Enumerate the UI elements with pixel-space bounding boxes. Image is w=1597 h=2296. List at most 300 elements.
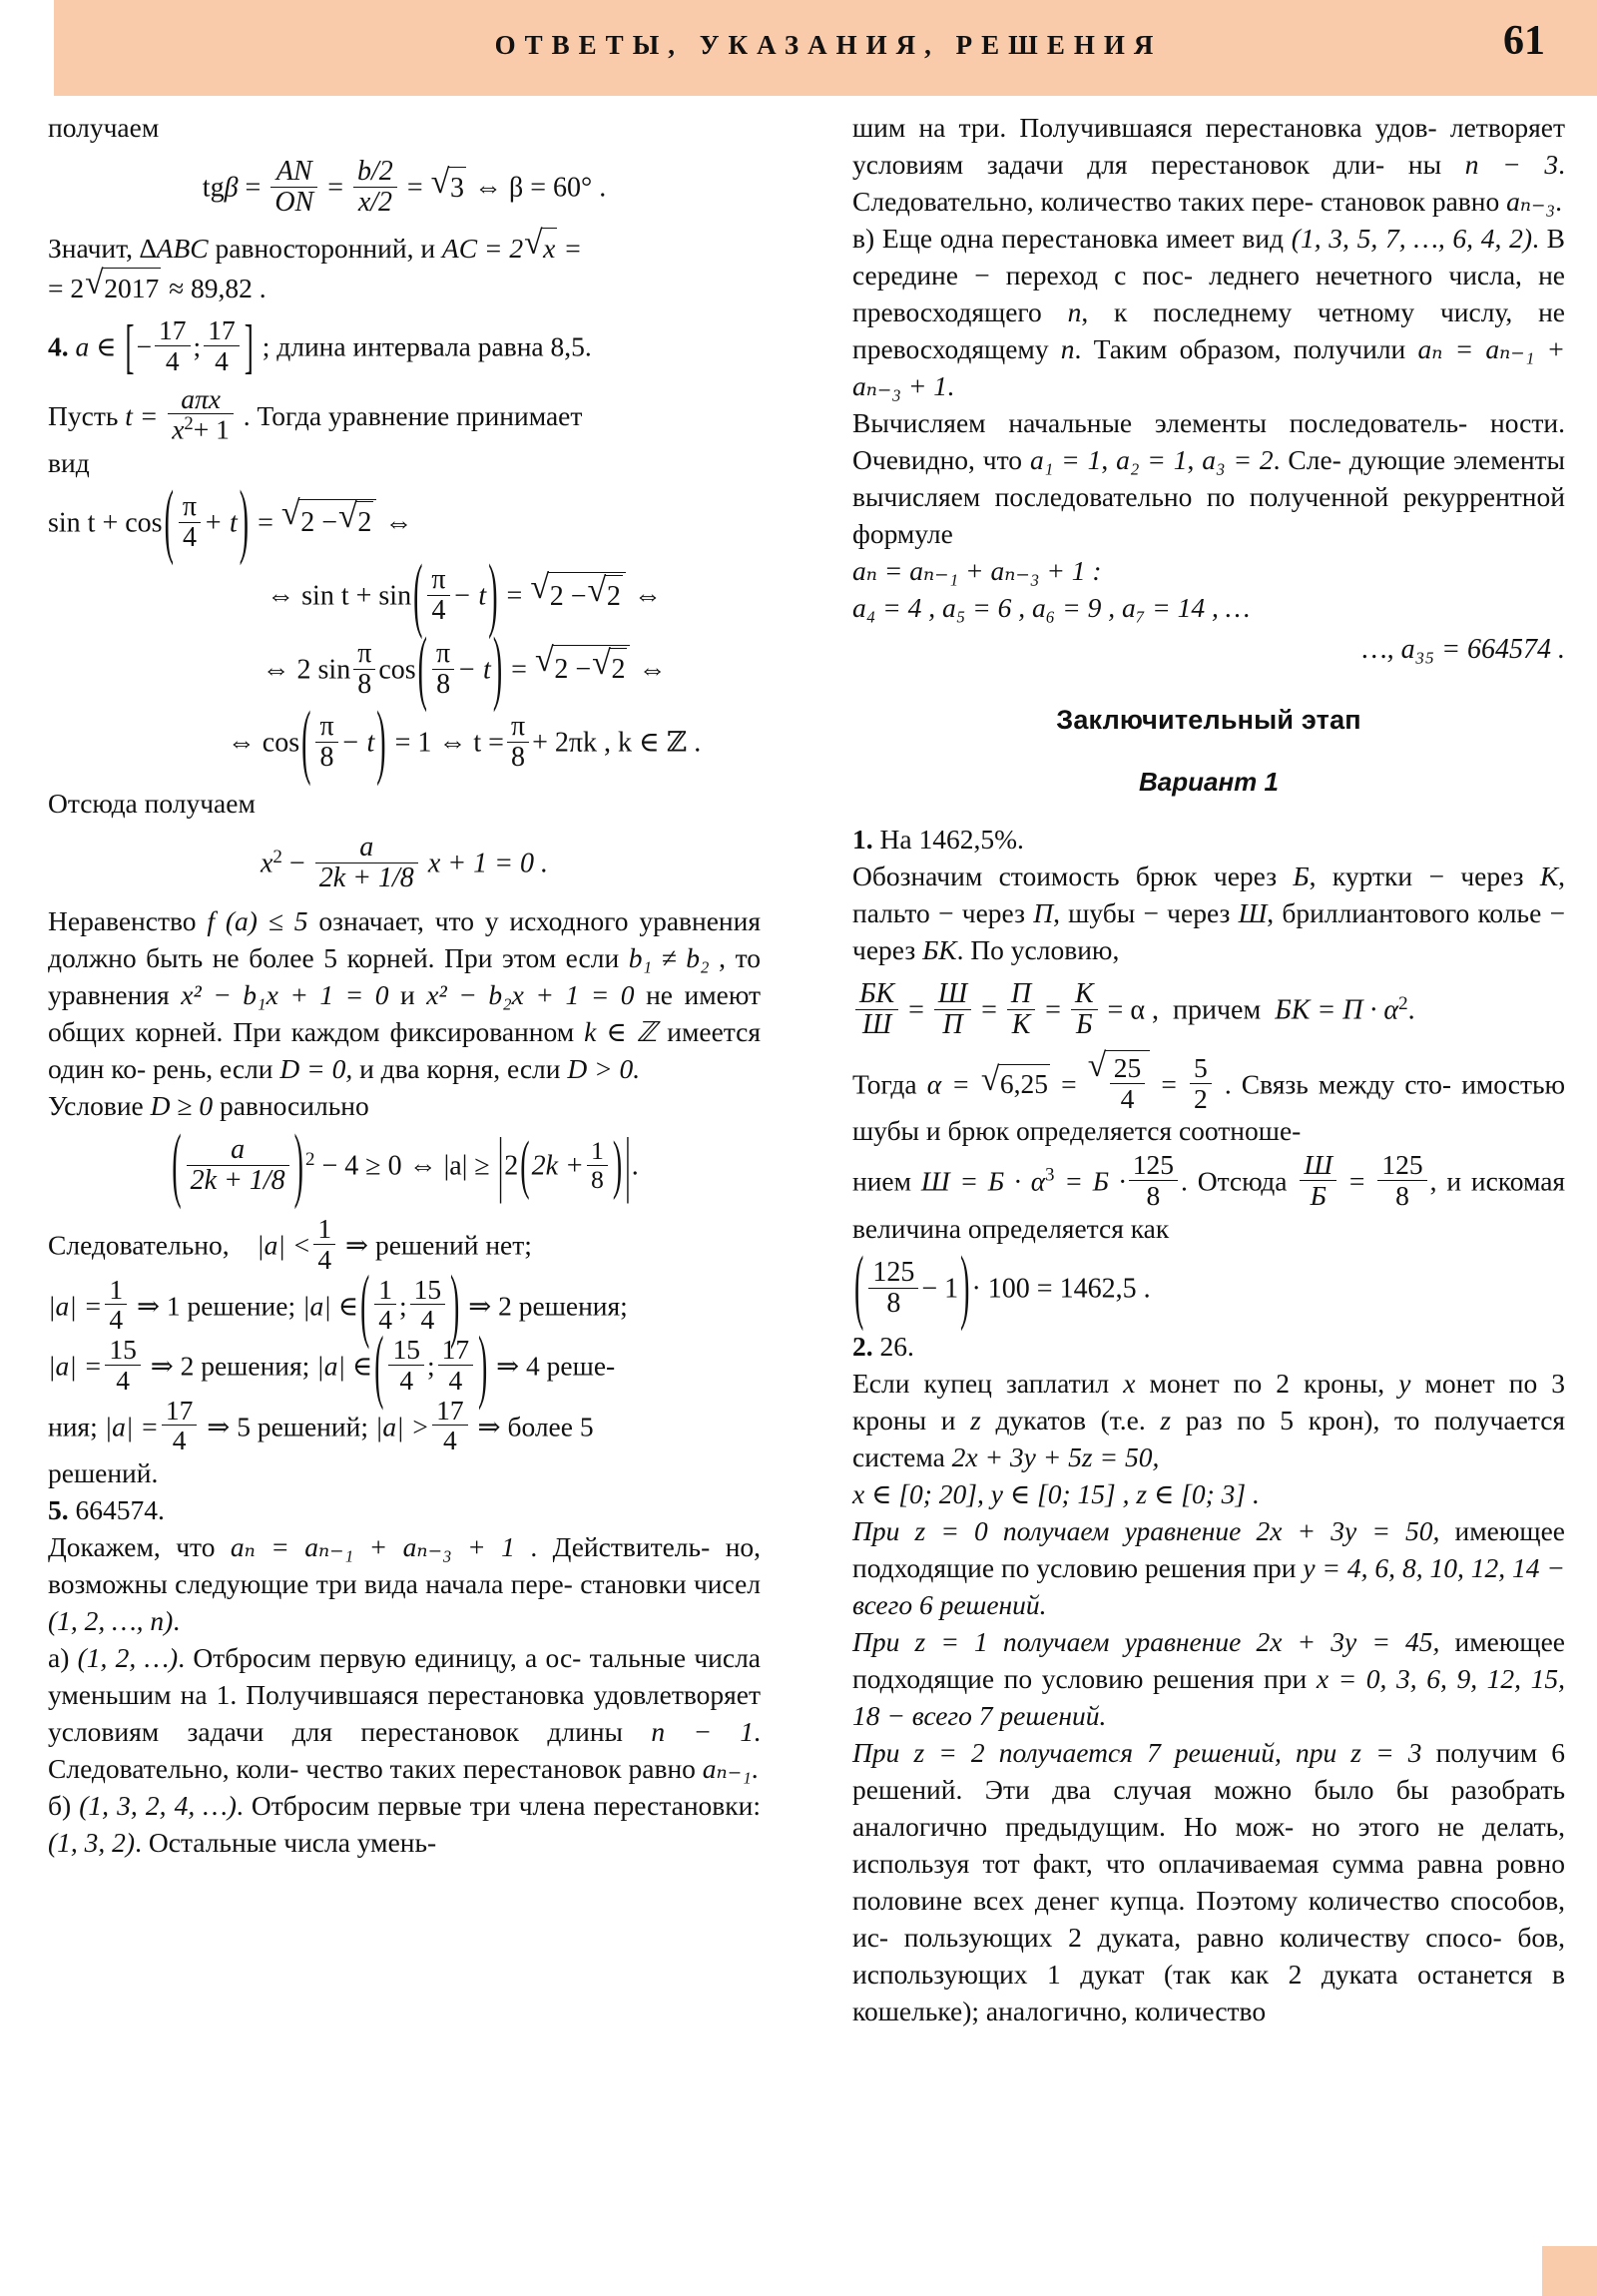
text-i: и xyxy=(400,979,415,1011)
text-svyaz: . Связь между сто- xyxy=(1224,1068,1452,1100)
a2-value: a₂ = 1 xyxy=(1116,443,1188,475)
tuple-1-3-2: (1, 3, 2) xyxy=(48,1826,136,1858)
case-label-v: в) xyxy=(852,222,875,254)
text-razobrat: бы разобрать аналогично предыдущим. Но мож- xyxy=(852,1774,1566,1843)
symbol-b: Б xyxy=(1293,860,1310,891)
sqrt-outer-3 xyxy=(534,642,631,689)
symbol-p: П xyxy=(1033,896,1054,928)
permutation-tuple: (1, 2, …, n) xyxy=(48,1604,174,1636)
radicand: 2017 xyxy=(102,268,161,307)
numerator: aπx xyxy=(181,382,221,414)
equals: = xyxy=(511,654,527,686)
paragraph-notation xyxy=(852,859,1565,969)
equals-sign-2: = xyxy=(327,172,344,204)
text-oznachaet: означает, что у исходного xyxy=(318,905,629,937)
text-stanovki-chisel: становки чисел xyxy=(580,1567,761,1599)
recurrence-formula: aₙ = aₙ₋₁ + aₙ₋₃ + 1 xyxy=(852,332,1566,401)
iff: ⇔ xyxy=(633,580,662,612)
recurrence-formula: aₙ = aₙ₋₁ + aₙ₋₃ + 1 xyxy=(230,1530,515,1562)
sqrt-outer-1 xyxy=(280,495,377,543)
fraction-sh-p xyxy=(934,979,971,1040)
paren-close: ) xyxy=(960,1241,970,1335)
radical-icon: √ xyxy=(430,163,450,201)
text-uslovie: Условие xyxy=(48,1089,144,1121)
paragraph-znachit xyxy=(48,225,761,268)
numerator: 125 xyxy=(1132,1149,1174,1181)
numerator: 1 xyxy=(109,1273,124,1305)
text-sistema: крон), то получается система xyxy=(852,1405,1566,1473)
variable-ranges: x ∈ [0; 20], y ∈ [0; 15] , z ∈ [0; 3] . xyxy=(852,1478,1260,1510)
numerator: 17 xyxy=(441,1334,470,1366)
fraction-15-4-b xyxy=(105,1335,141,1395)
paren-open: ( xyxy=(854,1241,864,1335)
radical-icon: √ xyxy=(534,642,554,680)
equation-quadratic xyxy=(48,833,761,893)
bk-relation: БК = П · α xyxy=(1275,994,1399,1026)
text-udovletvoryaet: перестановка удовлетворяет условиям задачи для xyxy=(48,1678,762,1747)
text-sledovatelno: . Следовательно, коли- xyxy=(48,1715,762,1784)
t-equals: t = xyxy=(125,399,159,431)
bracket-close: ] xyxy=(244,310,254,380)
denominator: x/2 xyxy=(353,187,397,218)
denominator xyxy=(168,413,234,444)
result-five-solutions: ⇒ 5 решений; xyxy=(207,1410,368,1441)
iff-symbol: ⇔ xyxy=(473,172,502,204)
fraction-5-2 xyxy=(1190,1053,1212,1113)
x-symbol: x xyxy=(172,414,185,446)
paren-open: ( xyxy=(413,549,423,643)
paren-close: ) xyxy=(478,1317,488,1411)
exponent: 2 xyxy=(1398,992,1408,1014)
alpha-equals: = α , xyxy=(1107,994,1159,1026)
text-polzuyushchikh-2: пользующих 2 дуката, равно количеству спосо- xyxy=(903,1921,1502,1953)
period: . xyxy=(173,1604,181,1636)
symbol-k: К xyxy=(1539,860,1559,891)
abs-a-equals-15-4: |a| = xyxy=(48,1350,103,1382)
denominator: 4 xyxy=(438,1365,474,1396)
n-minus-1: n − 1 xyxy=(651,1715,755,1747)
problem-number: 2. xyxy=(852,1331,873,1363)
numerator: 15 xyxy=(109,1334,137,1366)
triangle-abc: ∆ABC xyxy=(139,233,209,265)
fraction-125-8 xyxy=(1129,1150,1178,1210)
text-eshe-odna: Еще одна перестановка имеет вид xyxy=(881,222,1285,254)
denominator: 4 xyxy=(313,1244,335,1275)
equation-trig-line4 xyxy=(48,696,761,790)
fraction-15-4-c xyxy=(388,1335,424,1395)
fraction-apix-over-x2plus1 xyxy=(168,384,234,445)
fraction-pi-8-a xyxy=(353,639,375,700)
paragraph-case-z1 xyxy=(852,1624,1565,1735)
problem-1 xyxy=(852,822,1565,859)
text-oboznachim: Обозначим стоимость брюк через xyxy=(852,860,1278,891)
period: . xyxy=(1074,332,1082,364)
result-two-solutions: ⇒ 2 решения; xyxy=(468,1290,628,1322)
x-symbol: x xyxy=(260,848,273,879)
n-minus-3: n − 3 xyxy=(1464,148,1559,180)
lhs: ⇔ 2 sin xyxy=(262,654,351,686)
equation-discriminant xyxy=(48,1118,761,1212)
denominator: 8 xyxy=(587,1165,608,1194)
comma: , xyxy=(1429,1165,1437,1197)
text-stanovok-ravno: становок равно xyxy=(1320,185,1500,217)
fraction-pi-8-c xyxy=(315,712,337,773)
numerator: 5 xyxy=(1193,1052,1208,1084)
denominator: Б xyxy=(1071,1009,1098,1040)
denominator: 8 xyxy=(507,742,529,773)
denominator: П xyxy=(934,1009,971,1040)
text-shim-na-tri: шим на три. Получившаяся перестановка удов- xyxy=(852,112,1437,143)
text-ostanetsya: останется в кошельке); аналогично, количество xyxy=(852,1958,1565,2026)
text-raz-po-5: раз по 5 xyxy=(1185,1405,1295,1436)
page-body xyxy=(0,110,1597,2286)
fraction-pi-4 xyxy=(179,492,201,553)
result-one-solution: ⇒ 1 решение; xyxy=(136,1290,296,1322)
radicand: 3 xyxy=(448,167,466,208)
tg-label: tg xyxy=(202,172,225,204)
paragraph-poluchaem: получаем xyxy=(48,112,160,143)
numerator: П xyxy=(1010,977,1032,1009)
text-neravenstvo: Неравенство xyxy=(48,905,197,937)
iff: ⇔ xyxy=(638,654,667,686)
radicand: x xyxy=(541,228,557,268)
paren-close-inner: ) xyxy=(612,1129,623,1203)
text-dva-kornya: и два корня, если xyxy=(359,1052,561,1084)
paragraph-ranges xyxy=(852,1476,1565,1513)
approx-value: ≈ 89,82 . xyxy=(169,273,266,304)
sequence-values xyxy=(852,590,1565,627)
plus-t: + t xyxy=(204,507,238,539)
denominator: 4 xyxy=(204,345,240,376)
minus-one: − 1 xyxy=(921,1273,959,1305)
text-vychislyaem: Вычисляем начальные элементы последователь- xyxy=(852,406,1468,438)
period: . xyxy=(751,1752,759,1784)
symbol-sh: Ш xyxy=(1238,896,1268,928)
exponent: 2 xyxy=(184,413,194,435)
text-umenshim: тальные числа уменьшим на 1. Получившаяся xyxy=(48,1641,761,1710)
problem-answer: 26. xyxy=(879,1331,914,1363)
paren-open: ( xyxy=(301,696,311,790)
text-brilliantovogo: бриллиантового колье − через xyxy=(852,896,1566,965)
denominator: 4 xyxy=(155,345,191,376)
sqrt-x xyxy=(524,225,557,268)
text-dukatov: дукатов (т.е. xyxy=(995,1405,1146,1436)
problem-answer: На 1462,5%. xyxy=(879,823,1024,855)
exponent: 2 xyxy=(272,846,282,867)
sequence-last-value xyxy=(852,631,1565,669)
text-znachit: Значит, xyxy=(48,233,133,265)
equation-final-percent xyxy=(852,1241,1565,1335)
text-iskomaya: и искомая величина определяется как xyxy=(852,1165,1566,1244)
paragraph-dokazhem xyxy=(48,1529,761,1640)
denominator: 2k + 1/8 xyxy=(187,1165,289,1196)
text-otbrosim: . Отбросим первую единицу, а ос- xyxy=(178,1641,582,1673)
numerator: π xyxy=(431,564,446,596)
tuple-odd-even: (1, 3, 5, 7, …, 6, 4, 2) xyxy=(1291,222,1533,254)
paragraph-case-a xyxy=(48,1640,761,1788)
numerator: 125 xyxy=(1381,1149,1423,1181)
problem-number: 5. xyxy=(48,1493,69,1525)
result-value: · 100 = 1462,5 . xyxy=(971,1273,1151,1305)
paragraph-otsyuda: Отсюда получаем xyxy=(48,787,256,819)
beta-symbol: β xyxy=(224,172,239,204)
fraction-15-4 xyxy=(410,1275,446,1335)
denominator: К xyxy=(1007,1009,1035,1040)
problem-5 xyxy=(48,1492,761,1529)
result-two-solutions-b: ⇒ 2 решения; xyxy=(150,1350,310,1382)
denominator: 4 xyxy=(105,1365,141,1396)
equals-trailing: = xyxy=(565,233,581,265)
numerator: AN xyxy=(275,155,312,187)
text-kazhdom: каждом фиксированном xyxy=(290,1016,575,1047)
fraction-pi-8-b xyxy=(432,639,454,700)
d-greater-zero: D > 0. xyxy=(567,1052,641,1084)
two-coefficient: = 2 xyxy=(48,273,85,304)
numerator: Ш xyxy=(937,977,968,1009)
paragraph-sh-relation xyxy=(852,1150,1565,1247)
case-z2-z3: При z = 2 получается 7 решений, при z = 3 xyxy=(852,1737,1422,1769)
text-lednego: леднего нечетного числа, не превосходящего xyxy=(852,259,1565,327)
numerator: 25 xyxy=(1113,1052,1142,1084)
a-n-minus-3: aₙ₋₃ xyxy=(1506,185,1556,217)
text-ostalnye: . Остальные числа умень- xyxy=(135,1826,437,1858)
numerator: π xyxy=(357,637,372,669)
radicand: 2 xyxy=(355,501,373,542)
paragraph-ac-value xyxy=(48,265,761,307)
text-perestanovki: перестановки: xyxy=(593,1789,762,1821)
text-cherez: через xyxy=(1460,860,1524,891)
text-niya: ния; xyxy=(48,1410,98,1441)
a3-value: a₃ = 2 xyxy=(1202,443,1274,475)
cases-line-4 xyxy=(48,1396,761,1455)
text-no-common-roots: не имеют общих корней. При xyxy=(48,979,762,1047)
fraction-125-8-b xyxy=(1377,1150,1426,1210)
abs-a-in-b: |a| ∈ xyxy=(316,1350,373,1382)
text-imeyushchee-2: имеющее подходящие по условию решения при xyxy=(852,1626,1566,1695)
text-etom-esli: этом если xyxy=(502,942,620,974)
denominator: 4 xyxy=(410,1304,446,1335)
paragraph-alpha-value xyxy=(852,1047,1566,1150)
lhs: ⇔ sin t + sin xyxy=(266,580,412,612)
paragraph-merchant xyxy=(852,1366,1565,1476)
text-oplachivaemaya: оплачиваемая сумма равна ровно половине всех xyxy=(852,1848,1565,1916)
radical-icon: √ xyxy=(592,645,611,683)
left-column xyxy=(48,110,761,1862)
sqrt-625 xyxy=(980,1060,1050,1104)
paragraph-continuation xyxy=(852,110,1565,221)
equation-b2: x² − b₂x + 1 = 0 xyxy=(426,979,635,1011)
text-deystvitelno: . Действитель- xyxy=(530,1530,711,1562)
periodicity-term: + 2πk , k ∈ ℤ . xyxy=(532,727,702,759)
case-label-b: б) xyxy=(48,1789,72,1821)
equals: = xyxy=(1348,1165,1365,1197)
system-equation: 2x + 3y + 5z = 50, xyxy=(951,1441,1160,1473)
text-monet-2: монет по 2 кроны, xyxy=(1149,1368,1385,1400)
equals-b-times: = Б · xyxy=(1064,1165,1126,1197)
text-poslednemu: последнему четному числу, не превосходящему xyxy=(852,295,1566,364)
denominator: 8 xyxy=(315,742,337,773)
a-belongs: a ∈ xyxy=(75,330,117,362)
text-ne-bolee-5: уравнения должно быть не более 5 корней. При xyxy=(48,905,762,974)
denominator: 4 xyxy=(427,595,449,626)
text-deneg-kuptsa: денег купца. Поэтому количество способов, ис- xyxy=(852,1885,1565,1953)
sh-equals: Ш = Б · α xyxy=(920,1165,1046,1197)
denominator: 4 xyxy=(432,1425,468,1455)
paren-close: ) xyxy=(376,696,386,790)
lhs: sin t + cos xyxy=(48,507,163,539)
denominator: 8 xyxy=(1377,1180,1426,1211)
abs-a-greater: |a| > xyxy=(374,1410,430,1441)
fraction-sh-b xyxy=(1300,1150,1336,1210)
fraction-bk-sh xyxy=(855,979,898,1040)
radicand xyxy=(298,499,376,543)
denominator: 4 xyxy=(179,522,201,553)
two-minus: 2 − xyxy=(554,654,592,686)
radicand: 2 xyxy=(605,575,623,616)
n-symbol: n xyxy=(1067,295,1082,327)
sqrt-inner-1 xyxy=(338,498,373,542)
recurrence-display xyxy=(852,553,1565,590)
sqrt-2017 xyxy=(85,265,161,307)
middle-relation: − 4 ≥ 0 ⇔ |a| ≥ xyxy=(321,1150,490,1182)
text-bov-1-dukat: бов, использующих 1 дукат (так как 2 дуката xyxy=(852,1921,1565,1990)
minus-sign: − xyxy=(288,848,305,879)
numerator: π xyxy=(319,711,334,743)
numerator: 17 xyxy=(208,314,236,346)
beta-result: β = 60° . xyxy=(508,172,607,204)
cases-line-2: |a| = $\frac{1}{4}$ ⇒ 1 решение; |a| ∈( $\frac{1}{4}$ ; $\frac{15}{4}$ ) ⇒ 2 решения; xyxy=(48,1275,761,1335)
numerator: 125 xyxy=(872,1256,915,1288)
numerator: a xyxy=(359,831,374,862)
sqrt-inner-2 xyxy=(587,571,623,616)
fraction-k-b xyxy=(1071,979,1098,1040)
cases-line-3: |a| = $\frac{15}{4}$ ⇒ 2 решения; |a| ∈( $\frac{15}{4}$ ; $\frac{17}{4}$ ) ⇒ 4 реше- xyxy=(48,1335,761,1395)
text-esli-kupets: Если купец заплатил xyxy=(852,1368,1110,1400)
cos-label: cos xyxy=(378,654,416,686)
numerator: К xyxy=(1074,977,1094,1009)
problem-4: 4. a ∈ [− $\frac{17}{4}$ ; $\frac{17}{4}$ ] ; длина интервала равна 8,5. xyxy=(48,315,761,375)
text-kurtki: , куртки − xyxy=(1309,860,1444,891)
abs-a-less: |a| < xyxy=(257,1229,311,1261)
text-chestvo-ravno: чество таких перестановок равно xyxy=(305,1752,696,1784)
abs-a-equals: |a| = xyxy=(48,1290,103,1322)
numerator: 15 xyxy=(392,1334,420,1366)
corner-decoration xyxy=(1542,2246,1597,2296)
text-ochevidno: ности. Очевидно, что xyxy=(852,406,1565,475)
paragraph-initial-elements: Вычисляем начальные элементы последователь- ности. Очевидно, что a₁ = 1, a₂ = 1, a₃ = 2. Сле- дующие элементы вычисляем последовательно по полученной рекуррентной формуле xyxy=(852,406,1566,549)
denominator: 8 xyxy=(353,669,375,700)
equation-trig-line1 xyxy=(48,475,761,569)
numerator: 17 xyxy=(165,1394,194,1426)
text-togda: Тогда xyxy=(852,1068,917,1100)
problem-number: 4. xyxy=(48,330,69,362)
numerator: 15 xyxy=(413,1273,442,1305)
result-no-solutions: ⇒ решений нет; xyxy=(345,1229,532,1261)
numerator: π xyxy=(510,711,526,743)
denominator: 4 xyxy=(1110,1083,1146,1114)
text-ren-esli: рень, если xyxy=(153,1052,273,1084)
right-column xyxy=(852,110,1565,2030)
paren-close: ) xyxy=(488,549,498,643)
denominator: Б xyxy=(1300,1180,1336,1211)
fraction-17-4-pos xyxy=(204,315,240,375)
fraction-b2-over-x2 xyxy=(353,157,397,218)
fraction-125-8-c xyxy=(868,1258,918,1319)
text-niem: нием xyxy=(852,1165,912,1197)
text-sle: . Сле- xyxy=(1273,443,1341,475)
heading-final-stage: Заключительный этап xyxy=(1056,705,1361,736)
sqrt-inner-3 xyxy=(592,645,627,689)
numerator: π xyxy=(436,637,451,669)
n-symbol-2: n xyxy=(1060,332,1075,364)
case-z0-solutions: y = 4, 6, 8, 10, 12, 14 − всего 6 решений. xyxy=(852,1552,1565,1621)
period: . xyxy=(1555,185,1562,217)
case-label-a: а) xyxy=(48,1641,70,1673)
equation-b1: x² − b₁x + 1 = 0 xyxy=(181,979,389,1011)
tuple-1-3-2-4: (1, 3, 2, 4, …) xyxy=(79,1789,237,1821)
fraction-17-4-d xyxy=(432,1396,468,1455)
fraction-1-4-b xyxy=(105,1275,127,1335)
denominator: 8 xyxy=(868,1288,918,1319)
alpha-equals: α = xyxy=(926,1068,970,1100)
fraction-pi-4 xyxy=(427,565,449,626)
problem-number: 1. xyxy=(852,823,873,855)
two-minus: 2 − xyxy=(300,507,338,539)
radical-icon: √ xyxy=(524,225,543,263)
text-letvoryaet: летворяет условиям задачи для перестановок дли- xyxy=(852,112,1565,180)
text-odin-koren: имеется один ко- xyxy=(48,1016,762,1084)
minus-t: − t xyxy=(457,654,491,686)
numerator: Ш xyxy=(1304,1149,1333,1181)
fraction-17-4-c xyxy=(162,1396,198,1455)
a-n-minus-1: aₙ₋₁ xyxy=(702,1752,752,1784)
text-ispolzuya: но этого не делать, используя тот факт, что xyxy=(852,1811,1566,1880)
case-z1-equation: При z = 1 получаем уравнение 2x + 3y = 45, xyxy=(852,1626,1440,1658)
text-tri-vida: но, возможны следующие три вида начала пере- xyxy=(48,1530,762,1599)
heading-variant-1: Вариант 1 xyxy=(1139,766,1279,797)
radical-icon: √ xyxy=(280,495,300,533)
ac-expression: AC = 2 xyxy=(441,233,524,265)
denominator: 8 xyxy=(432,669,454,700)
abs-bar-open: | xyxy=(497,1125,504,1206)
period: . xyxy=(1407,994,1415,1026)
denominator: 4 xyxy=(162,1425,198,1455)
equals: = xyxy=(1061,1068,1077,1100)
sqrt-three xyxy=(430,163,466,208)
cases-line-1 xyxy=(48,1214,761,1274)
paragraph-substitution xyxy=(48,384,761,445)
equation-ratio-chain: $\frac{БК}{Ш}$ = $\frac{Ш}{П}$ = $\frac{П}{К}$ = $\frac{К}{Б}$ = α , причем БК = $П \cdot \alpha^2$. xyxy=(852,979,1565,1040)
problem-2 xyxy=(852,1329,1565,1366)
denominator: 4 xyxy=(374,1304,396,1335)
denominator: 2 xyxy=(1190,1083,1212,1114)
radicand xyxy=(552,645,630,689)
paragraph-case-b xyxy=(48,1788,761,1862)
interval-length-text: ; длина интервала равна 8,5. xyxy=(262,330,592,362)
fraction-an-over-on xyxy=(270,157,317,218)
equation-tangent-beta xyxy=(48,157,761,218)
paragraph-condition-d xyxy=(48,1088,761,1125)
inner-expression: 2k + xyxy=(531,1150,584,1182)
result-more-than-five: ⇒ более 5 xyxy=(477,1410,594,1441)
case-z0-equation: При z = 0 получаем уравнение 2x + 3y = 50, xyxy=(852,1515,1440,1547)
text-v-seredine: . В середине − переход с пос- xyxy=(852,222,1565,290)
text-monet-3: монет по 3 кроны и xyxy=(852,1368,1566,1436)
numerator: b/2 xyxy=(357,155,393,187)
y-symbol: y xyxy=(1398,1368,1411,1400)
text-pust: Пусть xyxy=(48,399,119,431)
paragraph-case-v xyxy=(852,221,1565,405)
